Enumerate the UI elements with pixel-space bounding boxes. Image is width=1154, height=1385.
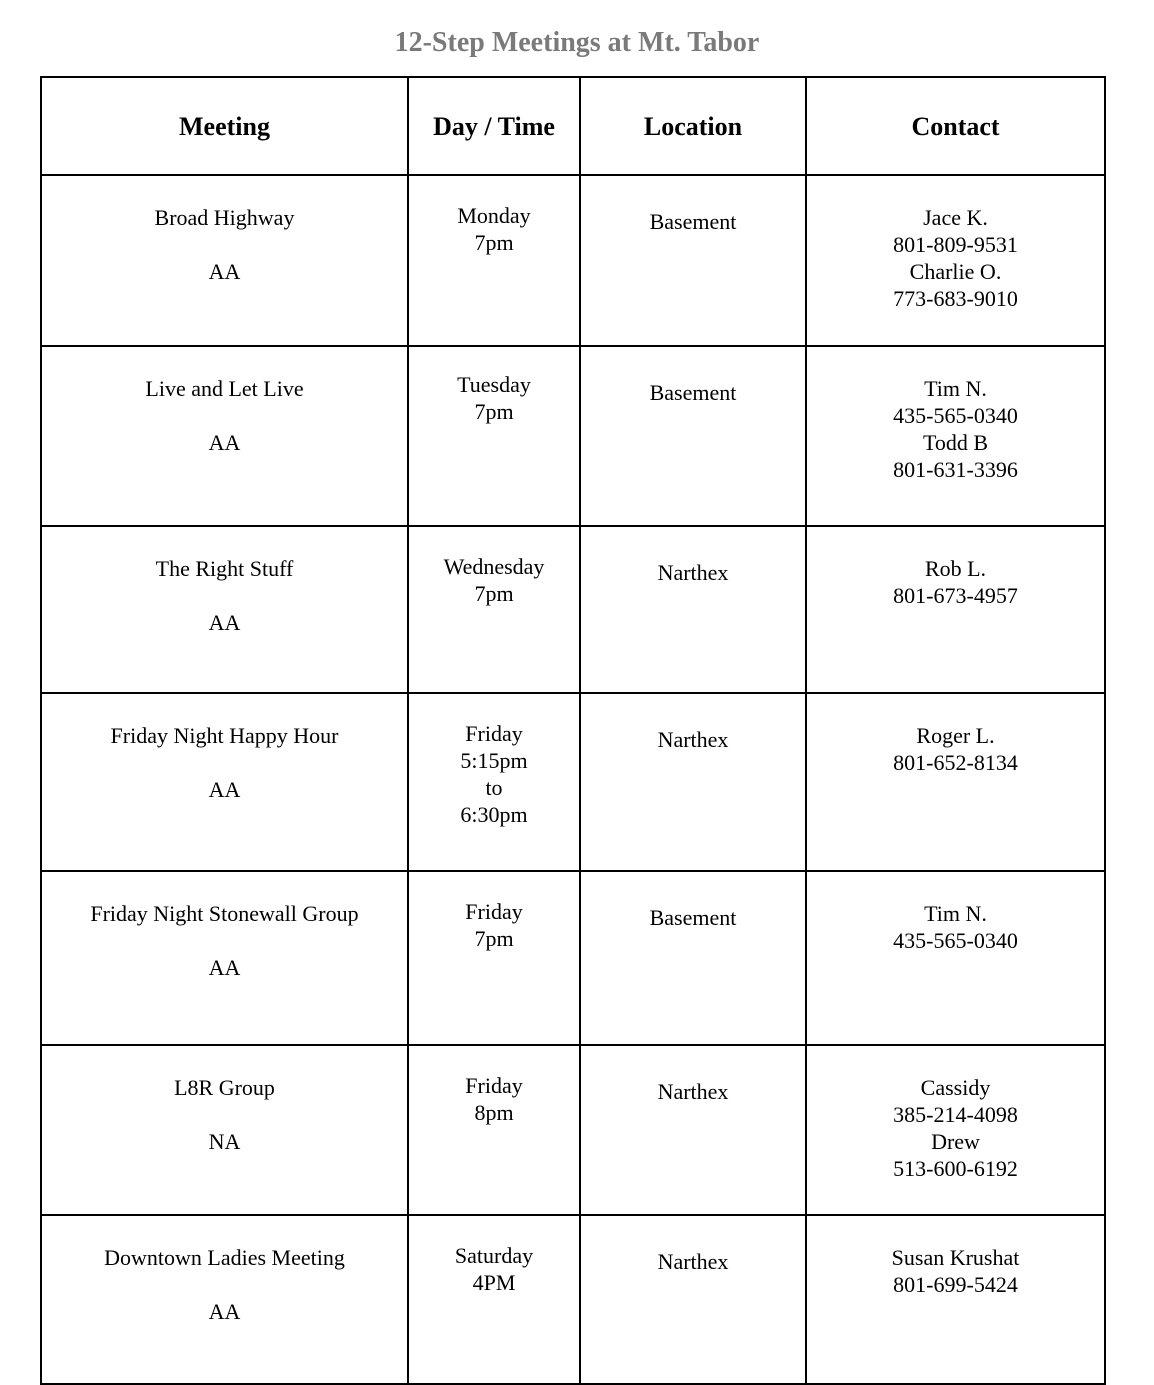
contact-cell bbox=[806, 526, 1105, 693]
time-line: 5:15pm bbox=[460, 748, 528, 773]
contact-phone: 513-600-6192 bbox=[893, 1156, 1018, 1181]
contact-name: Cassidy bbox=[920, 1075, 991, 1100]
contact-phone: 435-565-0340 bbox=[893, 928, 1018, 953]
meeting-name: Downtown Ladies Meeting bbox=[104, 1245, 345, 1270]
meeting-cell bbox=[41, 346, 408, 526]
contact-name: Susan Krushat bbox=[891, 1245, 1020, 1270]
meeting-type: AA bbox=[208, 777, 241, 802]
day-line: Friday bbox=[465, 899, 523, 924]
contact-cell bbox=[806, 1045, 1105, 1215]
day-line: Monday bbox=[457, 203, 531, 228]
day-line: Tuesday bbox=[457, 372, 531, 397]
meeting-type: AA bbox=[208, 1299, 241, 1324]
meeting-type: AA bbox=[208, 955, 241, 980]
table-row bbox=[41, 871, 1105, 1045]
contact-name: Jace K. bbox=[923, 205, 988, 230]
meeting-type: AA bbox=[208, 610, 241, 635]
time-line: 8pm bbox=[474, 1100, 514, 1125]
contact-cell bbox=[806, 871, 1105, 1045]
time-line: 6:30pm bbox=[460, 802, 528, 827]
meeting-type: AA bbox=[208, 259, 241, 284]
location-cell: Basement bbox=[580, 346, 806, 526]
header-day-time: Day / Time bbox=[408, 77, 580, 175]
day-time-cell bbox=[408, 1215, 580, 1384]
table-row bbox=[41, 1215, 1105, 1384]
contact-phone: 773-683-9010 bbox=[893, 286, 1018, 311]
contact-name: Tim N. bbox=[924, 901, 987, 926]
contact-cell bbox=[806, 1215, 1105, 1384]
location-cell: Narthex bbox=[580, 693, 806, 871]
day-time-cell bbox=[408, 526, 580, 693]
meetings-table bbox=[40, 76, 1106, 1385]
time-line: to bbox=[485, 775, 503, 800]
day-time-cell bbox=[408, 871, 580, 1045]
table-row bbox=[41, 175, 1105, 346]
header-location: Location bbox=[580, 77, 806, 175]
meeting-name: Friday Night Happy Hour bbox=[110, 723, 339, 748]
contact-phone: 801-809-9531 bbox=[893, 232, 1018, 257]
meeting-type: AA bbox=[208, 430, 241, 455]
contact-phone: 435-565-0340 bbox=[893, 403, 1018, 428]
meeting-cell bbox=[41, 526, 408, 693]
contact-phone: 801-673-4957 bbox=[893, 583, 1018, 608]
time-line: 7pm bbox=[474, 399, 514, 424]
meeting-name: Friday Night Stonewall Group bbox=[90, 901, 359, 926]
meeting-cell bbox=[41, 175, 408, 346]
contact-name: Todd B bbox=[922, 430, 989, 455]
meeting-cell bbox=[41, 1045, 408, 1215]
contact-cell bbox=[806, 346, 1105, 526]
day-line: Friday bbox=[465, 721, 523, 746]
page-title: 12-Step Meetings at Mt. Tabor bbox=[394, 27, 760, 58]
day-line: Wednesday bbox=[443, 554, 545, 579]
header-contact: Contact bbox=[806, 77, 1105, 175]
table-row bbox=[41, 693, 1105, 871]
table-row bbox=[41, 526, 1105, 693]
meeting-name: Broad Highway bbox=[154, 205, 295, 230]
contact-phone: 801-631-3396 bbox=[893, 457, 1018, 482]
time-line: 7pm bbox=[474, 230, 514, 255]
meeting-name: The Right Stuff bbox=[155, 556, 294, 581]
day-time-cell bbox=[408, 1045, 580, 1215]
time-line: 7pm bbox=[474, 581, 514, 606]
location-cell: Basement bbox=[580, 871, 806, 1045]
contact-phone: 801-652-8134 bbox=[893, 750, 1018, 775]
location-cell: Basement bbox=[580, 175, 806, 346]
location-cell: Narthex bbox=[580, 1215, 806, 1384]
meeting-cell bbox=[41, 693, 408, 871]
meeting-cell bbox=[41, 1215, 408, 1384]
header-meeting: Meeting bbox=[41, 77, 408, 175]
table-row bbox=[41, 1045, 1105, 1215]
contact-phone: 801-699-5424 bbox=[893, 1272, 1018, 1297]
day-time-cell bbox=[408, 693, 580, 871]
contact-cell bbox=[806, 175, 1105, 346]
time-line: 7pm bbox=[474, 926, 514, 951]
location-cell: Narthex bbox=[580, 526, 806, 693]
day-line: Friday bbox=[465, 1073, 523, 1098]
day-time-cell bbox=[408, 346, 580, 526]
contact-name: Rob L. bbox=[924, 556, 987, 581]
contact-name: Charlie O. bbox=[909, 259, 1002, 284]
contact-name: Roger L. bbox=[916, 723, 995, 748]
table-header-row bbox=[41, 77, 1105, 175]
contact-cell bbox=[806, 693, 1105, 871]
meeting-name: Live and Let Live bbox=[145, 376, 304, 401]
contact-name: Drew bbox=[931, 1129, 980, 1154]
contact-name: Tim N. bbox=[924, 376, 987, 401]
meeting-name: L8R Group bbox=[174, 1075, 275, 1100]
contact-phone: 385-214-4098 bbox=[893, 1102, 1018, 1127]
time-line: 4PM bbox=[472, 1270, 516, 1295]
day-line: Saturday bbox=[454, 1243, 534, 1268]
location-cell: Narthex bbox=[580, 1045, 806, 1215]
meeting-type: NA bbox=[208, 1129, 241, 1154]
day-time-cell bbox=[408, 175, 580, 346]
meeting-cell bbox=[41, 871, 408, 1045]
table-row bbox=[41, 346, 1105, 526]
